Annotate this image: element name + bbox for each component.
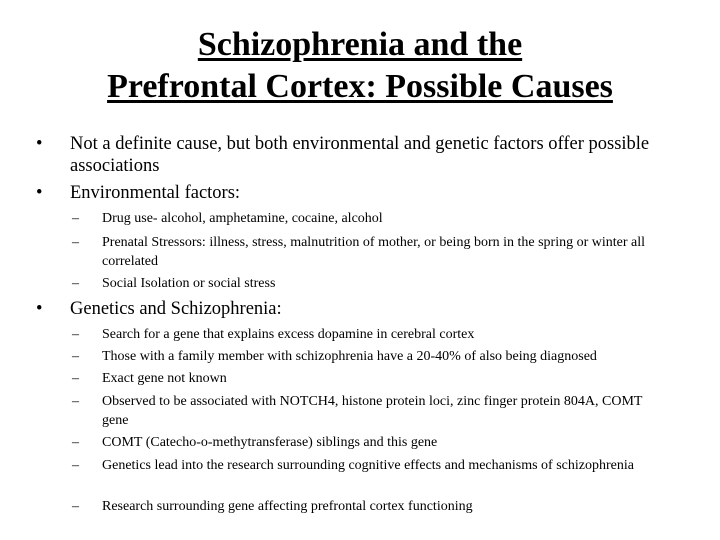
dash-marker: –: [72, 211, 79, 226]
sub-bullet-text: Social Isolation or social stress: [102, 276, 276, 291]
title-line-2: Prefrontal Cortex: Possible Causes: [107, 68, 613, 105]
sub-bullet-text: Those with a family member with schizophrenia have a 20-40% of also being diagnosed: [102, 349, 597, 364]
bullet-text: Genetics and Schizophrenia:: [70, 299, 282, 319]
dash-marker: –: [72, 327, 79, 342]
slide-title: [0, 24, 720, 108]
dash-marker: –: [72, 394, 79, 409]
dash-marker: –: [72, 458, 79, 473]
bullet-marker: •: [36, 134, 43, 154]
dash-marker: –: [72, 435, 79, 450]
sub-bullet-text: Research surrounding gene affecting prefrontal cortex functioning: [102, 499, 473, 514]
sub-bullet-text: Search for a gene that explains excess dopamine in cerebral cortex: [102, 327, 475, 342]
bullet-marker: •: [36, 299, 43, 319]
bullet-text: Environmental factors:: [70, 183, 241, 203]
dash-marker: –: [72, 499, 79, 514]
bullet-text: Not a definite cause, but both environmental and genetic factors offer possible associations: [70, 134, 650, 176]
sub-bullet-text: Drug use- alcohol, amphetamine, cocaine, alcohol: [102, 211, 383, 226]
dash-marker: –: [72, 371, 79, 386]
sub-bullet-text: COMT (Catecho-o-methytransferase) siblings and this gene: [102, 435, 438, 450]
dash-marker: –: [72, 349, 79, 364]
dash-marker: –: [72, 235, 79, 250]
bullet-marker: •: [36, 183, 43, 203]
sub-bullet-text: Prenatal Stressors: illness, stress, malnutrition of mother, or being born in the spring or winter all correlated: [102, 235, 646, 269]
sub-bullet-text: Observed to be associated with NOTCH4, histone protein loci, zinc finger protein 804A, COMT gene: [102, 394, 643, 428]
sub-bullet-text: Exact gene not known: [102, 371, 227, 386]
sub-bullet-text: Genetics lead into the research surrounding cognitive effects and mechanisms of schizophrenia: [102, 458, 634, 473]
title-line-1: Schizophrenia and the: [197, 26, 523, 63]
dash-marker: –: [72, 276, 79, 291]
